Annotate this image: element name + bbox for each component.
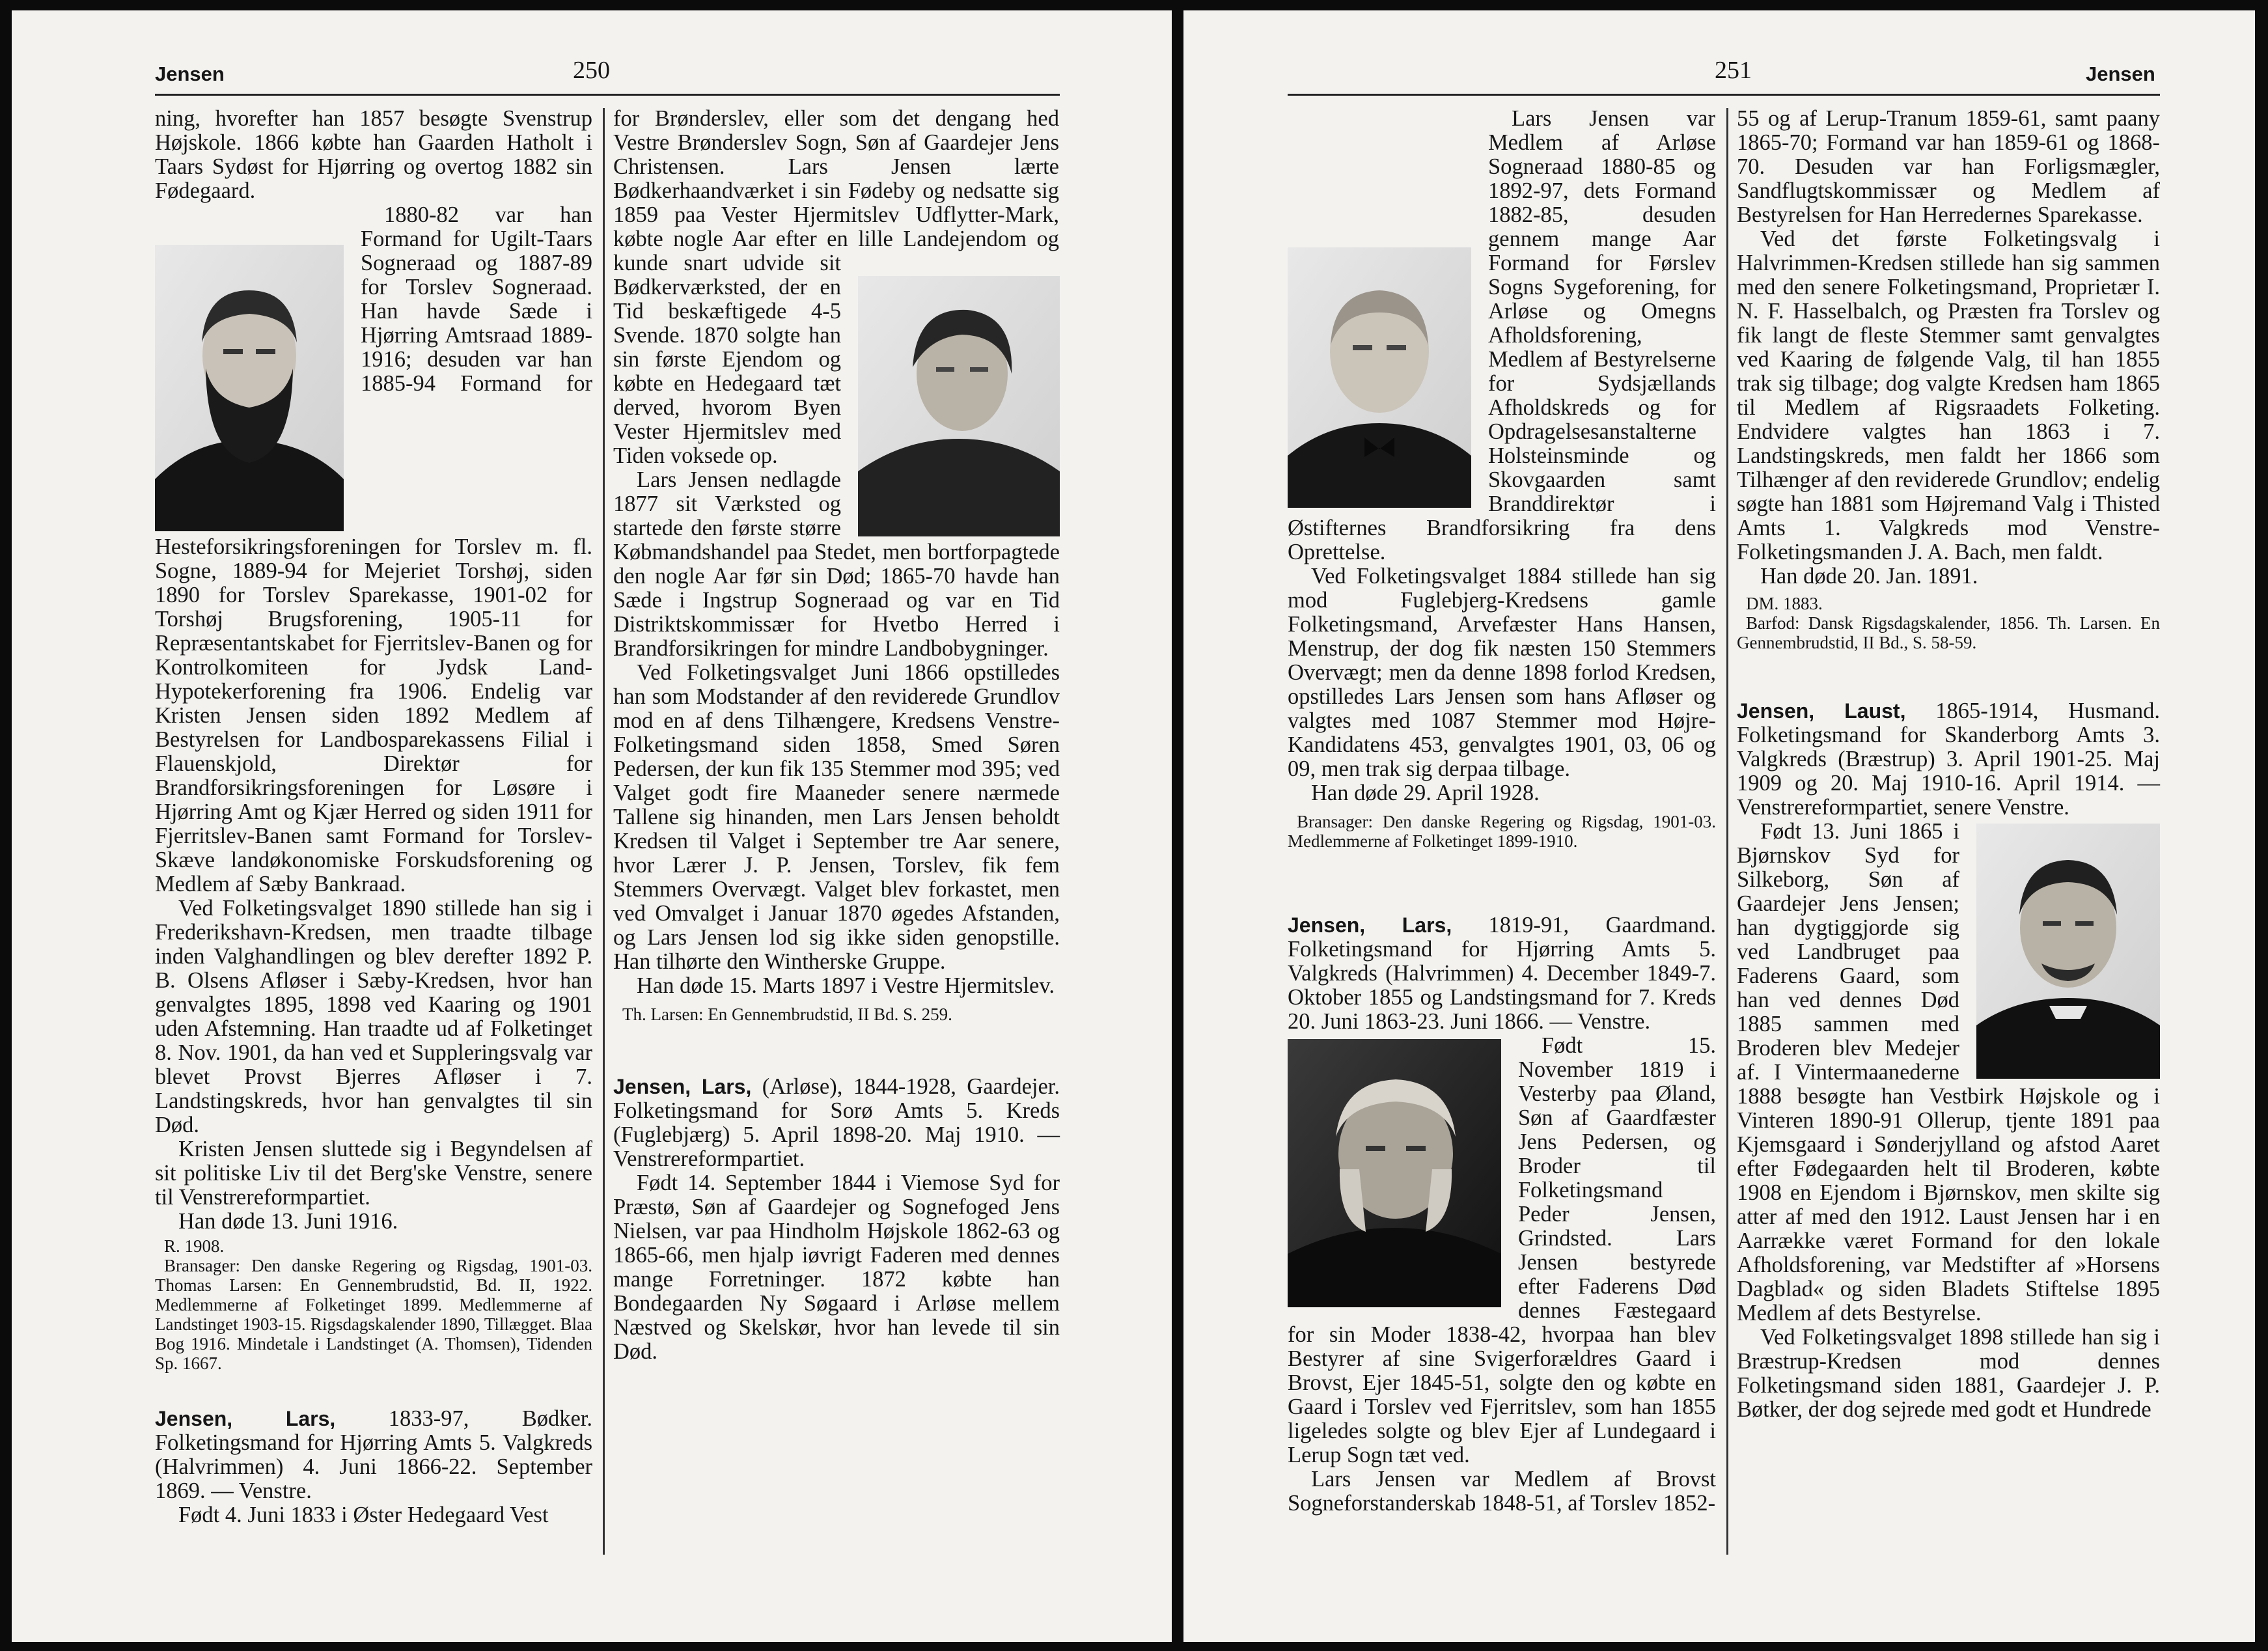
death-date: Han døde 29. April 1928. xyxy=(1311,781,1540,805)
order-note: DM. 1883. xyxy=(1746,594,1823,613)
portrait-image xyxy=(858,276,1060,536)
column-divider xyxy=(603,108,605,1555)
paragraph: for Brønderslev, eller som det dengang hed Vestre Brønderslev Sogn, Søn af Gaardejer Jens Christensen. Lars Jensen lærte Bødkerhaandværket i sin Fødeby og nedsatte sig 1859 paa Vester Hjermitslev Udflytter-Mark, købte nogle Aar efter en lille Landejendom og kunde snart udvide sit Bødkerværksted, der en Tid beskæftigede 4-5 Svende. 1870 solgte han sin første Ejendom og købte en Hedegaard tæt derved, hvorom Byen Vester Hjermitslev med Tiden voksede op. xyxy=(613,106,1059,468)
page-header xyxy=(1183,48,2255,87)
sources: Bransager: Den danske Regering og Rigsdag, 1901-03. Medlemmerne af Folketinget 1899-1910. xyxy=(1288,812,1716,851)
text-column-2 xyxy=(1737,107,2160,1422)
order-note: R. 1908. xyxy=(164,1236,225,1256)
portrait-image xyxy=(155,245,344,531)
portrait-image xyxy=(1288,1039,1501,1307)
column-divider xyxy=(1726,108,1728,1555)
entry-intro: 1865-1914, Husmand. Folketingsmand for Skanderborg Amts 3. Valgkreds (Bræstrup) 3. April 1901-25. Maj 1909 og 20. Maj 1910-16. April 1914. — Venstrereformpartiet, senere Venstre. xyxy=(1737,699,2160,820)
page-header xyxy=(12,48,1172,87)
paragraph: 1880-82 var han Formand for Ugilt-Taars Sogneraad og 1887-89 for Torslev Sogneraad. Han havde Sæde i Hjørring Amtsraad 1889-1916; desuden var han 1885-94 Formand for Hesteforsikringsforeningen for Torslev m. fl. Sogne, 1889-94 for Mejeriet Torshøj, siden 1890 for Torslev Sparekasse, 1901-02 for Torshøj Brugsforening, 1905-11 for Repræsentantskabet for Fjerritslev-Banen og for Kontrolkomiteen for Jydsk Land-Hypotekerforening fra 1906. Endelig var Kristen Jensen siden 1892 Medlem af Bestyrelsen for Landbosparekassens Filial i Flauenskjold, Direktør for Brandforsikringsforeningen for Løsøre i Hjørring Amt og Kjær Herred og siden 1911 for Fjerritslev-Banen samt Formand for Torslev-Skæve landøkonomiske Forskudsforening og Medlem af Sæby Bankraad. xyxy=(155,202,592,896)
entry-heading xyxy=(1737,699,2160,820)
portrait-image xyxy=(1288,247,1471,508)
page-number: 251 xyxy=(1715,57,1752,84)
entry-name: Jensen, Laust, xyxy=(1737,699,1906,723)
portrait-kristen-jensen xyxy=(155,245,344,531)
text-column-1 xyxy=(1288,107,1716,1516)
running-head: Jensen xyxy=(2086,62,2155,85)
header-rule xyxy=(155,94,1060,96)
portrait-image xyxy=(1976,824,2160,1079)
sources: Bransager: Den danske Regering og Rigsdag, 1901-03. Thomas Larsen: En Gennembrudstid, Bd. II, 1922. Medlemmerne af Folketinget 1899. Medlemmerne af Landstinget 1903-15. Rigsdagskalender 1890, Tillægget. Blaa Bog 1916. Mindetale i Landstinget (A. Thomsen), Tidenden Sp. 1667. xyxy=(155,1256,592,1373)
sources: Barfod: Dansk Rigsdagskalender, 1856. Th. Larsen. En Gennembrudstid, II Bd., S. 58-59. xyxy=(1737,613,2160,652)
death-date: Han døde 13. Juni 1916. xyxy=(178,1209,398,1234)
paragraph: Lars Jensen var Medlem af Brovst Sogneforstanderskab 1848-51, af Torslev 1852- xyxy=(1288,1467,1716,1516)
portrait-lars-jensen-arlose xyxy=(1288,247,1471,508)
entry-heading xyxy=(155,1407,592,1503)
paragraph: Ved Folketingsvalget 1884 stillede han sig mod Fuglebjerg-Kredsens gamle Folketingsmand, Arvefæster Hans Hansen, Menstrup, der dog fik næsten 150 Stemmers Overvægt; men da denne 1898 forlod Kredsen, opstilledes Lars Jensen som hans Afløser og valgtes med 1087 Stemmer mod Højre-Kandidatens 453, genvalgtes 1901, 03, 06 og 09, men trak sig derpaa tilbage. xyxy=(1288,564,1716,781)
header-rule xyxy=(1288,94,2160,96)
right-page xyxy=(1183,10,2255,1642)
death-date: Han døde 20. Jan. 1891. xyxy=(1760,564,1978,589)
entry-intro: (Arløse), 1844-1928, Gaardejer. Folketingsmand for Sorø Amts 5. Kreds (Fuglebjærg) 5. April 1898-20. Maj 1910. — Venstrereformpartiet. xyxy=(613,1074,1060,1171)
paragraph: ning, hvorefter han 1857 besøgte Svenstrup Højskole. 1866 købte han Gaarden Hatholt i Taars Sydøst for Hjørring og overtog 1882 sin Fødegaard. xyxy=(155,106,592,203)
portrait-lars-jensen-1833 xyxy=(858,276,1060,536)
death-date: Han døde 15. Marts 1897 i Vestre Hjermitslev. xyxy=(637,973,1055,998)
paragraph: Kristen Jensen sluttede sig i Begyndelsen af sit politiske Liv til det Berg'ske Venstre, senere til Venstrereformpartiet. xyxy=(155,1137,592,1210)
paragraph: Ved Folketingsvalget 1890 stillede han sig i Frederikshavn-Kredsen, men traadte tilbage inden Valghandlingen og blev derefter 1892 P. B. Olsens Afløser i Sæby-Kredsen, hvor han genvalgtes 1895, 1898 ved Kaaring og 1901 uden Afstemning. Han traadte ud af Folketinget 8. Nov. 1901, da han ved et Suppleringsvalg var blevet Provst Bjerres Afløser i 7. Landstingskreds, hvor han genvalgtes til sin Død. xyxy=(155,896,592,1137)
entry-name: Jensen, Lars, xyxy=(155,1407,336,1430)
paragraph: Ved Folketingsvalget 1898 stillede han sig i Bræstrup-Kredsen mod dennes Folketingsmand siden 1881, Gaardejer J. P. Bøtker, der dog sejrede med godt et Hundrede xyxy=(1737,1325,2160,1422)
paragraph: 55 og af Lerup-Tranum 1859-61, samt paany 1865-70; Formand var han 1859-61 og 1868-70. Desuden var han Forligsmægler, Sandflugtskommissær og Medlem af Bestyrelsen for Han Herredernes Sparekasse. xyxy=(1737,106,2160,227)
paragraph: Ved Folketingsvalget Juni 1866 opstilledes han som Modstander af den reviderede Grundlov mod en af dens Tilhængere, Kredsens Venstre-Folketingsmand siden 1858, Smed Søren Pedersen, der kun fik 135 Stemmer mod 395; ved Valget godt fire Maaneder senere nærmede Tallene sig hinanden, men Lars Jensen beholdt Kredsen til Valget i September tre Aar senere, hvor Lærer J. P. Jensen, Torslev, fik fem Stemmers Overvægt. Valget blev forkastet, men ved Omvalget i Januar 1870 øgedes Afstanden, og Lars Jensen lod sig ikke siden genopstille. Han tilhørte den Wintherske Gruppe. xyxy=(613,660,1060,974)
entry-intro: 1819-91, Gaardmand. Folketingsmand for Hjørring Amts 5. Valgkreds (Halvrimmen) 4. December 1849-7. Oktober 1855 og Landstingsmand for 7. Kreds 20. Juni 1863-23. Juni 1866. — Venstre. xyxy=(1288,913,1717,1034)
entry-heading xyxy=(1288,913,1716,1034)
running-head: Jensen xyxy=(155,62,225,85)
portrait-laust-jensen xyxy=(1976,824,2160,1079)
paragraph: Født 15. November 1819 i Vesterby paa Øland, Søn af Gaardfæster Jens Pedersen, og Broder til Folketingsmand Peder Jensen, Grindsted. Lars Jensen bestyrede efter Faderens Død dennes Fæstegaard for sin Moder 1838-42, hvorpaa han blev Bestyrer af sine Svigerforældres Gaard i Brovst, Ejer 1845-51, solgte den og købte en Gaard i Torslev ved Fjerritslev, som han 1855 ligeledes solgte og blev Ejer af Lundegaard i Lerup Sogn tæt ved. xyxy=(1288,1033,1716,1467)
entry-name: Jensen, Lars, xyxy=(1288,913,1452,937)
entry-heading xyxy=(613,1075,1060,1171)
paragraph: Født 14. September 1844 i Viemose Syd for Præstø, Søn af Gaardejer og Sognefoged Jens Nielsen, var paa Hindholm Højskole 1862-63 og 1865-66, men hjalp iøvrigt Faderen med dennes mange Forretninger. 1872 købte han Bondegaarden Ny Søgaard i Arløse mellem Næstved og Skelskør, hvor han levede til sin Død. xyxy=(613,1171,1060,1364)
entry-intro: 1833-97, Bødker. Folketingsmand for Hjørring Amts 5. Valgkreds (Halvrimmen) 4. Juni 1866-22. September 1869. — Venstre. xyxy=(155,1406,592,1503)
paragraph: Lars Jensen nedlagde 1877 sit Værksted og startede den første større Købmandshandel paa Stedet, men bortforpagtede den nogle Aar før sin Død; 1865-70 havde han Sæde i Ingstrup Sogneraad og var en Tid Distriktskommissær for Hvetbo Herred i Brandforsikringen for mindre Landbobygninger. xyxy=(613,467,1060,661)
text-column-1 xyxy=(155,107,592,1527)
left-page xyxy=(12,10,1172,1642)
portrait-lars-jensen-1819 xyxy=(1288,1039,1501,1307)
page-number: 250 xyxy=(573,57,610,84)
text-column-2 xyxy=(613,107,1060,1364)
entry-name: Jensen, Lars, xyxy=(613,1075,752,1098)
paragraph: Ved det første Folketingsvalg i Halvrimmen-Kredsen stillede han sig sammen med den senere Folketingsmand, Proprietær I. N. F. Hasselbalch, og Præsten fra Torslev og fik langt de fleste Stemmer samt genvalgtes ved Kaaring de følgende Valg, til han 1855 trak sig tilbage; dog valgte Kredsen ham 1865 til Medlem af Rigsraadets Folketing. Endvidere valgtes han 1863 i 7. Landstingskreds, men faldt her 1866 som Tilhænger af den reviderede Grundlov; endelig søgte han 1881 som Højremand Valg i Thisted Amts 1. Valgkreds mod Venstre-Folketingsmanden J. A. Bach, men faldt. xyxy=(1737,227,2160,564)
paragraph: Lars Jensen var Medlem af Arløse Sogneraad 1880-85 og 1892-97, dets Formand 1882-85, desuden gennem mange Aar Formand for Førslev Sogns Sygeforening, for Arløse og Omegns Afholdsforening, Medlem af Bestyrelserne for Sydsjællands Afholdskreds og for Opdragelsesanstalterne Holsteinsminde og Skovgaarden samt Branddirektør i Østifternes Brandforsikring fra dens Oprettelse. xyxy=(1288,106,1716,564)
paragraph: Født 4. Juni 1833 i Øster Hedegaard Vest xyxy=(178,1503,549,1527)
paragraph: Født 13. Juni 1865 i Bjørnskov Syd for Silkeborg, Søn af Gaardejer Jens Jensen; han dygtiggjorde sig ved Landbruget paa Faderens Gaard, som han ved dennes Død 1885 sammen med Broderen blev Medejer af. I Vintermaanederne 1888 besøgte han Vestbirk Højskole og i Vinteren 1890-91 Ollerup, tjente 1891 paa Kjemsgaard i Sønderjylland og afstod Aaret efter Fødegaarden helt til Broderen, købte 1908 en Ejendom i Bjørnskov, men skilte sig atter af med den 1912. Laust Jensen har i en Aarrække været Formand for den lokale Afholdsforening, var Medstifter af »Horsens Dagblad« og siden Bladets Stiftelse 1895 Medlem af dets Bestyrelse. xyxy=(1737,819,2160,1325)
sources: Th. Larsen: En Gennembrudstid, II Bd. S. 259. xyxy=(622,1005,952,1024)
